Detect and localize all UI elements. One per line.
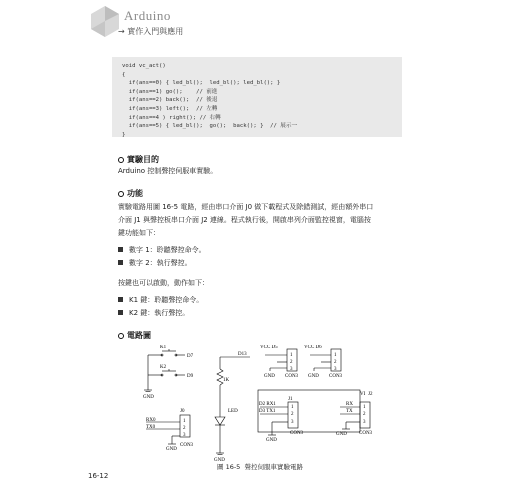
square-bullet-icon [118, 260, 123, 265]
square-bullet-icon [118, 247, 123, 252]
label-k2: K2 [160, 365, 167, 370]
code-line: void vc_act() [122, 63, 166, 69]
pin-2: 2 [334, 360, 337, 365]
pin-3: 3 [290, 367, 293, 372]
label-gnd: GND [308, 374, 319, 379]
list-item: 數字 2：執行聲控。 [118, 258, 192, 268]
list-item: K2 鍵：執行聲控。 [118, 308, 189, 318]
code-line: if(ans==0) { led_bl(); led_bl(); led_bl(); } [122, 80, 281, 87]
label-rx0: RX0 [146, 418, 156, 423]
function-text-line: 介面 J1 與聲控板串口介面 J2 連線。程式執行後，開啟串列介面監控視窗，電腦按 [118, 216, 371, 224]
circle-bullet-icon [118, 333, 124, 339]
code-line: if(ans==2) back(); // 後退 [122, 97, 218, 104]
pin-1: 1 [363, 405, 366, 410]
label-1k: 1K [223, 378, 230, 383]
label-tx0: TX0 [146, 425, 156, 430]
brand-title: Arduino [124, 8, 171, 23]
code-line: if(ans==4 ) right(); // 右轉 [122, 114, 221, 121]
label-vcc-d6: VCC D6 [304, 345, 322, 350]
label-k1: K1 [160, 345, 167, 350]
pin-1: 1 [290, 353, 293, 358]
label-con3: CON3 [290, 431, 304, 436]
circle-bullet-icon [118, 157, 124, 163]
pin-1: 1 [183, 419, 186, 424]
label-gnd: GND [264, 374, 275, 379]
pin-3: 3 [183, 433, 186, 438]
label-j2: J2 [368, 392, 373, 397]
figure-caption: 圖 16-5 聲控伺服車實驗電路 [217, 463, 303, 471]
list-item: 數字 1：聆聽聲控命令。 [118, 245, 206, 255]
code-line: { [122, 71, 126, 78]
list-item: K1 鍵：聆聽聲控命令。 [118, 295, 203, 305]
code-block [112, 57, 402, 137]
function-text-line: 實驗電路用圖 16-5 電路，經由串口介面 J0 做下載程式及除錯測試，經由額外串口 [118, 203, 374, 211]
label-con3: CON3 [329, 374, 343, 379]
circuit-diagram [140, 345, 390, 463]
label-d2-rx1: D2 RX1 [259, 402, 276, 407]
pin-3: 3 [291, 420, 294, 425]
label-gnd: GND [166, 447, 177, 452]
circle-bullet-icon [118, 191, 124, 197]
label-tx: TX [346, 409, 353, 414]
section-circuit-heading: 電路圖 [118, 330, 151, 341]
label-j1: J1 [288, 397, 293, 402]
purpose-text: Arduino 控制聲控伺服車實驗。 [118, 167, 218, 175]
label-vcc-d5: VCC D5 [260, 345, 278, 350]
square-bullet-icon [118, 310, 123, 315]
label-gnd: GND [143, 395, 154, 400]
section-purpose-heading: 實驗目的 [118, 154, 159, 165]
label-vi: VI [360, 392, 366, 397]
label-rx: RX [346, 402, 353, 407]
code-line: if(ans==1) go(); // 前進 [122, 88, 218, 95]
pin-3: 3 [363, 420, 366, 425]
pin-2: 2 [183, 426, 186, 431]
label-d13: D13 [238, 352, 247, 357]
label-d9: D9 [187, 374, 194, 379]
label-j0: J0 [180, 409, 185, 414]
book-subtitle: → 實作入門與應用 [118, 27, 184, 36]
pin-1: 1 [334, 353, 337, 358]
pin-1: 1 [291, 405, 294, 410]
label-con3: CON3 [359, 431, 373, 436]
pin-2: 2 [290, 360, 293, 365]
label-d7: D7 [187, 354, 194, 359]
pin-2: 2 [363, 412, 366, 417]
label-con3: CON3 [180, 443, 194, 448]
label-gnd: GND [336, 432, 347, 437]
square-bullet-icon [118, 297, 123, 302]
function-text-line: 鍵功能如下： [118, 229, 160, 237]
hexagon-logo-icon [88, 4, 122, 38]
label-gnd: GND [266, 438, 277, 443]
section-function-heading: 功能 [118, 188, 143, 199]
pin-2: 2 [291, 412, 294, 417]
pin-3: 3 [334, 367, 337, 372]
label-con3: CON3 [285, 374, 299, 379]
label-led: LED [228, 409, 238, 414]
code-line: } [122, 131, 126, 138]
page-number: 16-12 [88, 472, 109, 480]
label-d3-tx1: D3 TX1 [259, 409, 276, 414]
button-text: 按鍵也可以啟動，動作如下： [118, 279, 209, 287]
code-line: if(ans==5) { led_bl(); go(); back(); } // 展示一 [122, 123, 298, 130]
label-gnd: GND [214, 458, 225, 463]
code-line: if(ans==3) left(); // 左轉 [122, 105, 218, 112]
